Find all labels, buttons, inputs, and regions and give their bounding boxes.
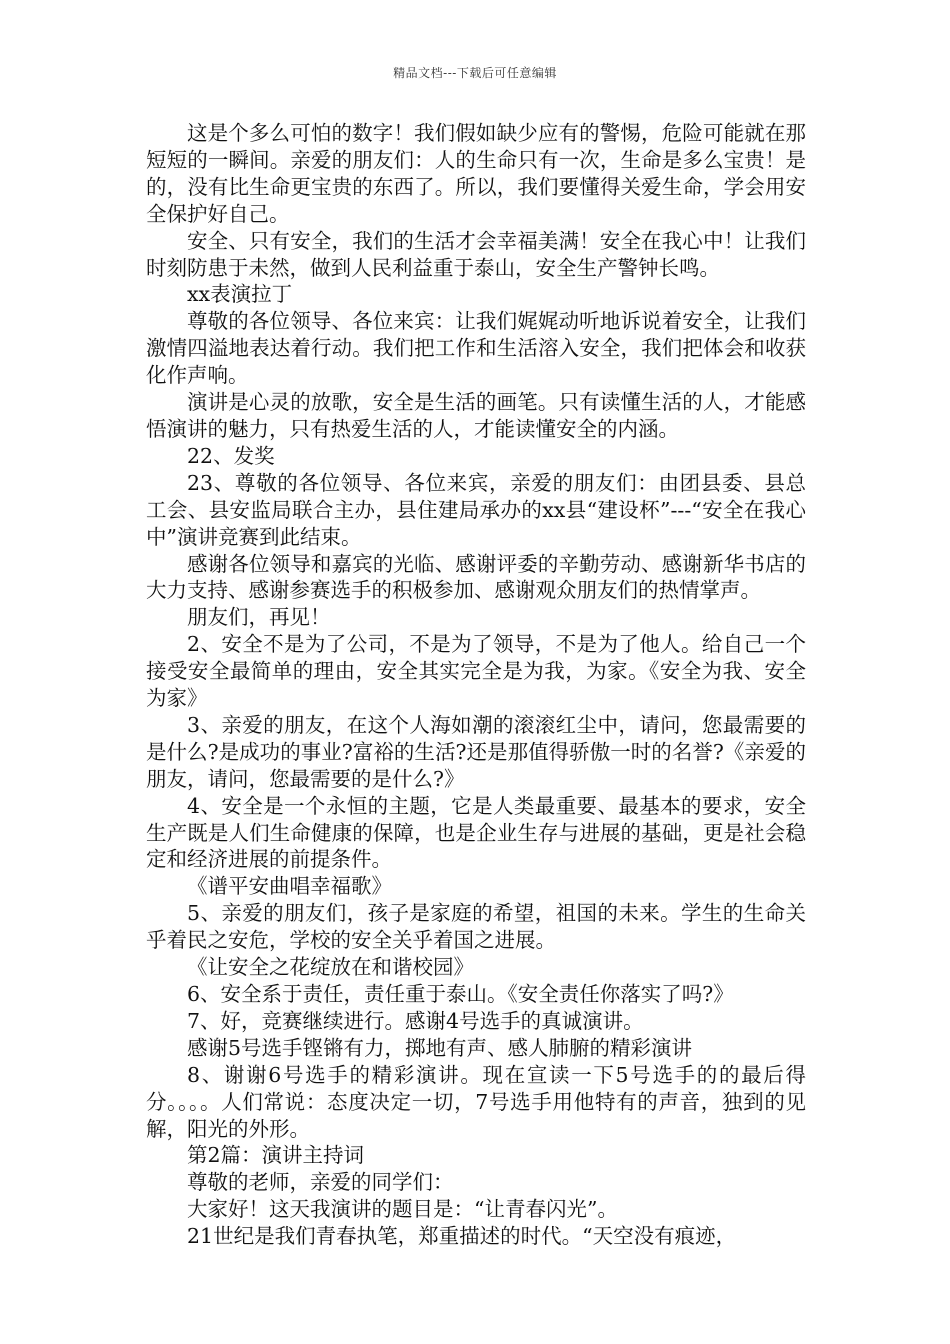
paragraph: 这是个多么可怕的数字！我们假如缺少应有的警惕，危险可能就在那短短的一瞬间。亲爱的朋友们：人的生命只有一次，生命是多么宝贵！是的，没有比生命更宝贵的东西了。所以，我们要懂得关爱生命，学会用安全保护好自己。 <box>146 121 806 226</box>
paragraph: 7、好，竞赛继续进行。感谢4号选手的真诚演讲。 <box>187 1008 644 1033</box>
paragraph: 感谢各位领导和嘉宾的光临、感谢评委的辛勤劳动、感谢新华书店的大力支持、感谢参赛选手的积极参加、感谢观众朋友们的热情掌声。 <box>146 551 806 603</box>
paragraph: 23、尊敬的各位领导、各位来宾，亲爱的朋友们：由团县委、县总工会、县安监局联合主办，县住建局承办的xx县“建设杯”---“安全在我心中”演讲竞赛到此结束。 <box>146 470 806 549</box>
paragraph: 朋友们，再见！ <box>187 605 331 630</box>
paragraph: 感谢5号选手铿锵有力，掷地有声、感人肺腑的精彩演讲 <box>187 1035 693 1060</box>
paragraph: 5、亲爱的朋友们，孩子是家庭的希望，祖国的未来。学生的生命关乎着民之安危，学校的安全关乎着国之进展。 <box>146 901 806 953</box>
paragraph: 22、发奖 <box>187 443 275 468</box>
paragraph: 21世纪是我们青春执笔，郑重描述的时代。“天空没有痕迹， <box>187 1224 737 1249</box>
paragraph: 《谱平安曲唱幸福歌》 <box>187 874 392 899</box>
paragraph: 6、安全系于责任，责任重于泰山。《安全责任你落实了吗?》 <box>187 982 734 1006</box>
paragraph: 《让安全之花绽放在和谐校园》 <box>187 955 474 980</box>
page-header: 精品文档---下载后可任意编辑 <box>393 66 557 80</box>
document-body <box>146 120 806 1250</box>
paragraph: 大家好！这天我演讲的题目是：“让青春闪光”。 <box>187 1197 618 1222</box>
paragraph: xx表演拉丁 <box>187 282 293 307</box>
paragraph: 8、谢谢6号选手的精彩演讲。现在宣读一下5号选手的的最后得分。。。。人们常说：态度决定一切，7号选手用他特有的声音，独到的见解，阳光的外形。 <box>146 1062 806 1141</box>
paragraph: 尊敬的老师，亲爱的同学们： <box>187 1170 454 1195</box>
paragraph: 尊敬的各位领导、各位来宾：让我们娓娓动听地诉说着安全，让我们激情四溢地表达着行动。我们把工作和生活溶入安全，我们把体会和收获化作声响。 <box>146 309 806 388</box>
paragraph: 2、安全不是为了公司，不是为了领导，不是为了他人。给自己一个接受安全最简单的理由，安全其实完全是为我，为家。《安全为我、安全为家》 <box>146 632 806 711</box>
paragraph: 4、安全是一个永恒的主题，它是人类最重要、最基本的要求，安全生产既是人们生命健康的保障，也是企业生存与进展的基础，更是社会稳定和经济进展的前提条件。 <box>146 793 806 872</box>
paragraph: 演讲是心灵的放歌，安全是生活的画笔。只有读懂生活的人，才能感悟演讲的魅力，只有热爱生活的人，才能读懂安全的内涵。 <box>146 390 806 441</box>
paragraph: 3、亲爱的朋友，在这个人海如潮的滚滚红尘中，请问，您最需要的是什么?是成功的事业?富裕的生活?还是那值得骄傲一时的名誉?《亲爱的朋友，请问，您最需要的是什么?》 <box>146 712 806 791</box>
section-heading: 第2篇：演讲主持词 <box>187 1143 365 1168</box>
paragraph: 安全、只有安全，我们的生活才会幸福美满！安全在我心中！让我们时刻防患于未然，做到人民利益重于泰山，安全生产警钟长鸣。 <box>146 228 806 280</box>
